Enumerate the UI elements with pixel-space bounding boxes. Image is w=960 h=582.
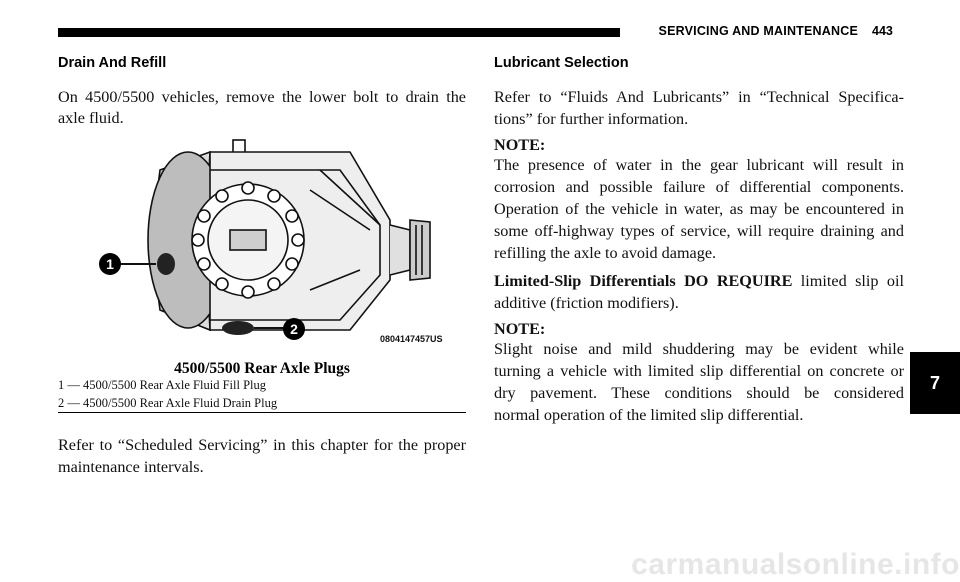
note1-label: NOTE: (494, 136, 546, 154)
drain-para-line2: axle fluid. (58, 109, 124, 127)
lsd-rest-text: limited slip oil (792, 272, 904, 290)
legend-item-2: 2 — 4500/5500 Rear Axle Fluid Drain Plug (58, 396, 278, 410)
drain-para-line1: On 4500/5500 vehicles, remove the lower bolt to drain the (58, 88, 466, 106)
rear-axle-figure (90, 130, 450, 350)
note2-line3: dry pavement. These conditions should be considered (494, 384, 904, 402)
callout-2-label: 2 (290, 321, 298, 337)
fill-plug (157, 253, 175, 275)
drain-plug (222, 321, 254, 335)
lsd-line1 (494, 270, 904, 292)
note2-label: NOTE: (494, 320, 546, 338)
image-code: 0804147457US (380, 334, 443, 344)
note1-line4: some off-highway types of service, will require draining and (494, 222, 904, 240)
lubricant-para-line2: tions” for further information. (494, 110, 689, 128)
page-number: 443 (872, 24, 893, 38)
callout-1-label: 1 (106, 256, 114, 272)
chapter-tab: 7 (910, 352, 960, 414)
legend-item-1: 1 — 4500/5500 Rear Axle Fluid Fill Plug (58, 378, 266, 392)
watermark: carmanualsonline.info (631, 548, 960, 581)
note2-line2: turning a vehicle with limited slip differential on concrete or (494, 362, 904, 380)
lsd-bold-text: Limited-Slip Differentials DO REQUIRE (494, 272, 793, 290)
intervals-para-line2: maintenance intervals. (58, 458, 204, 476)
section-heading-drain-refill: Drain And Refill (58, 55, 167, 71)
section-heading-lubricant-selection: Lubricant Selection (494, 55, 629, 71)
note1-line1: The presence of water in the gear lubricant will result in (494, 156, 904, 174)
note1-line3: Operation of the vehicle in water, as may be encountered in (494, 200, 904, 218)
lubricant-para-line1: Refer to “Fluids And Lubricants” in “Technical Specifica- (494, 88, 904, 106)
rear-axle-illustration (90, 130, 450, 350)
figure-divider (58, 412, 466, 413)
intervals-para-line1: Refer to “Scheduled Servicing” in this chapter for the proper (58, 436, 466, 454)
lsd-line2: additive (friction modifiers). (494, 294, 679, 312)
note2-line1: Slight noise and mild shuddering may be evident while (494, 340, 904, 358)
figure-caption: 4500/5500 Rear Axle Plugs (174, 360, 350, 377)
running-header-title: SERVICING AND MAINTENANCE (658, 24, 858, 38)
note2-line4: normal operation of the limited slip differential. (494, 406, 804, 424)
note1-line5: refilling the axle to avoid damage. (494, 244, 717, 262)
note1-line2: corrosion and possible failure of differential components. (494, 178, 904, 196)
